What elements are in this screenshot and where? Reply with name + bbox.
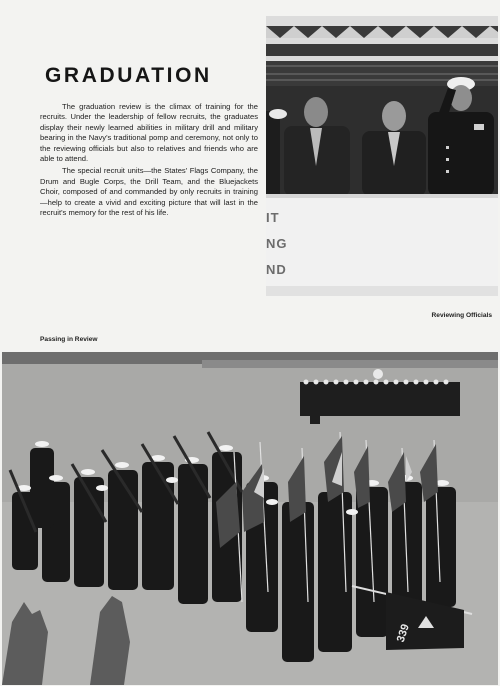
article-paragraph-2: The special recruit units—the States' Flags Company, the Drum and Bugle Corps, the Drill Team, and the Bluejackets Choir, composed of and commanded by only recruits in training—help to create a vivid and exciting picture that will last in the recruit's memory for the rest of his life.	[40, 166, 258, 218]
article-paragraph-1: The graduation review is the climax of training for the recruits. Under the leadership of fellow recruits, the graduates display their newly learned abilities in military drill and military bearing in the Navy's traditional pomp and ceremony, not only to the reviewing officials but also to relatives and friends who are able to attend.	[40, 102, 258, 164]
page-title: GRADUATION	[45, 64, 212, 87]
passing-in-review-photo	[2, 352, 498, 685]
passing-in-review-caption: Passing in Review	[40, 336, 98, 343]
stand-sign-fragment-1: IT	[266, 210, 280, 225]
company-flag-number: 339	[394, 622, 412, 644]
reviewing-officials-photo	[266, 16, 498, 296]
stand-sign-fragment-2: NG	[266, 236, 288, 251]
reviewing-officials-caption: Reviewing Officials	[431, 312, 492, 319]
stand-sign-fragment-3: ND	[266, 262, 287, 277]
article-body	[40, 102, 258, 220]
